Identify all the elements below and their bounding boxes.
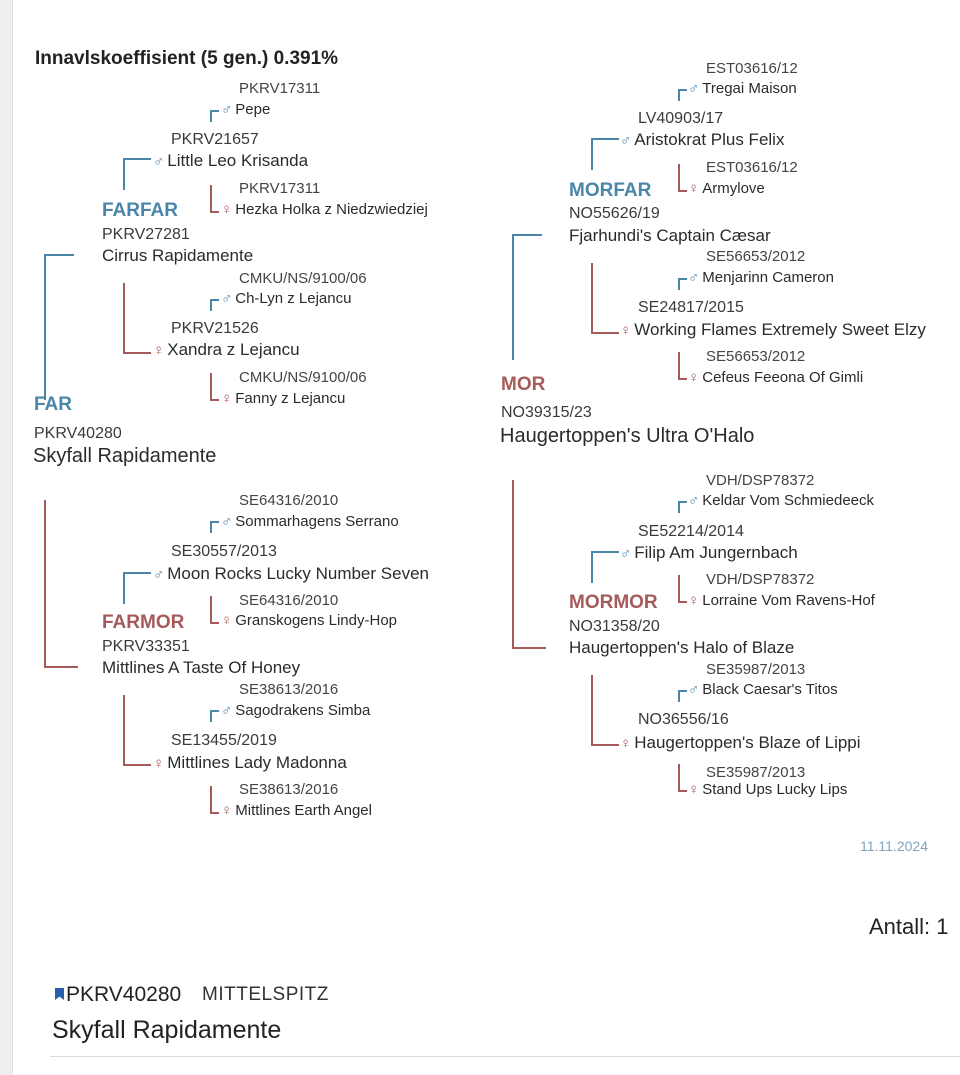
- g4-line: [678, 352, 680, 379]
- farfar-sire-sire-name: Pepe: [235, 101, 271, 118]
- farmor-dam-sire-name: Sagodrakens Simba: [235, 702, 371, 719]
- morfar-dam-name: Working Flames Extremely Sweet Elzy: [634, 320, 926, 339]
- morfar-dam-sire[interactable]: [688, 269, 834, 286]
- female-icon: ♀: [688, 592, 700, 609]
- female-icon: ♀: [221, 802, 233, 819]
- mormor-name[interactable]: Haugertoppen's Halo of Blaze: [569, 638, 795, 657]
- g4-line-h: [678, 89, 687, 91]
- female-icon: ♀: [620, 735, 632, 752]
- farfar-sire-dam-name: Hezka Holka z Niedzwiedziej: [235, 201, 428, 218]
- mormor-sire-reg[interactable]: SE52214/2014: [638, 523, 744, 540]
- g4-line-h: [210, 622, 219, 624]
- mormor-sire-name: Filip Am Jungernbach: [634, 543, 798, 562]
- male-icon: ♂: [688, 681, 700, 698]
- farfar-dam-dam[interactable]: [221, 390, 345, 407]
- far-sire-line-h: [44, 254, 74, 256]
- g4-line: [678, 164, 680, 191]
- g4-line: [210, 373, 212, 400]
- g4-line: [210, 596, 212, 623]
- mor-sire-line-h: [512, 234, 542, 236]
- mor-sire-line: [512, 234, 514, 360]
- mormor-role: MORMOR: [569, 592, 658, 613]
- farfar-sire-name: Little Leo Krisanda: [167, 151, 309, 170]
- mormor-dam[interactable]: [620, 733, 861, 753]
- g4-line-h: [210, 812, 219, 814]
- morfar-sire-reg[interactable]: LV40903/17: [638, 110, 724, 127]
- footer-divider: [50, 1056, 960, 1057]
- morfar-sire-name: Aristokrat Plus Felix: [634, 130, 785, 149]
- female-icon: ♀: [221, 612, 233, 629]
- farmor-sire-sire-name: Sommarhagens Serrano: [235, 513, 399, 530]
- morfar-sire-dam-reg[interactable]: EST03616/12: [706, 159, 798, 176]
- farmor-dam-dam-name: Mittlines Earth Angel: [235, 802, 372, 819]
- g4-line-h: [678, 278, 687, 280]
- farmor-name[interactable]: Mittlines A Taste Of Honey: [102, 658, 301, 677]
- farfar-sire-dam-reg[interactable]: PKRV17311: [239, 180, 321, 197]
- mormor-dam-name: Haugertoppen's Blaze of Lippi: [634, 733, 861, 752]
- morfar-sire-sire-reg[interactable]: EST03616/12: [706, 60, 798, 77]
- mor-dam-line-h: [512, 647, 546, 649]
- farfar-sire-line-h: [123, 158, 151, 160]
- farfar-dam-dam-name: Fanny z Lejancu: [235, 390, 346, 407]
- morfar-sire[interactable]: [620, 130, 784, 150]
- male-icon: ♂: [221, 702, 233, 719]
- farmor-sire-sire-reg[interactable]: SE64316/2010: [239, 492, 339, 509]
- farfar-sire[interactable]: [153, 151, 308, 171]
- far-dam-line: [44, 500, 46, 667]
- farmor-dam-sire-reg[interactable]: SE38613/2016: [239, 681, 339, 698]
- farmor-dam-dam[interactable]: [221, 802, 372, 819]
- female-icon: ♀: [153, 342, 165, 359]
- far-reg[interactable]: PKRV40280: [34, 425, 122, 442]
- morfar-sire-dam-name: Armylove: [702, 180, 765, 197]
- male-icon: ♂: [620, 132, 632, 149]
- morfar-dam[interactable]: [620, 320, 926, 340]
- farfar-dam-dam-reg[interactable]: CMKU/NS/9100/06: [239, 369, 367, 386]
- farfar-sire-line: [123, 158, 125, 190]
- farmor-dam-name: Mittlines Lady Madonna: [167, 753, 347, 772]
- mormor-dam-sire[interactable]: [688, 681, 838, 698]
- morfar-dam-sire-name: Menjarinn Cameron: [702, 269, 834, 286]
- mormor-dam-dam-reg[interactable]: SE35987/2013: [706, 764, 806, 781]
- farfar-dam-name: Xandra z Lejancu: [167, 340, 300, 359]
- morfar-dam-line: [591, 263, 593, 333]
- female-icon: ♀: [620, 322, 632, 339]
- mor-dam-line: [512, 480, 514, 648]
- farfar-dam-reg[interactable]: PKRV21526: [171, 320, 259, 337]
- farfar-dam-sire-reg[interactable]: CMKU/NS/9100/06: [239, 270, 367, 287]
- mormor-dam-sire-reg[interactable]: SE35987/2013: [706, 661, 806, 678]
- inbreeding-coefficient: Innavlskoeffisient (5 gen.) 0.391%: [35, 48, 339, 69]
- morfar-sire-dam[interactable]: [688, 180, 765, 197]
- male-icon: ♂: [688, 269, 700, 286]
- farfar-dam-line-h: [123, 352, 151, 354]
- g4-line-h: [678, 790, 687, 792]
- male-icon: ♂: [688, 80, 700, 97]
- female-icon: ♀: [153, 755, 165, 772]
- g4-line-h: [210, 211, 219, 213]
- mormor-sire-line: [591, 551, 593, 583]
- mormor-sire-dam[interactable]: [688, 592, 875, 609]
- farfar-dam-sire[interactable]: [221, 290, 351, 307]
- far-role: FAR: [34, 394, 72, 415]
- farmor-sire-dam-reg[interactable]: SE64316/2010: [239, 592, 339, 609]
- g4-line-h: [210, 710, 219, 712]
- g4-line: [210, 786, 212, 813]
- morfar-sire-line-h: [591, 138, 619, 140]
- male-icon: ♂: [221, 513, 233, 530]
- g4-line-h: [678, 690, 687, 692]
- farmor-dam-line-h: [123, 764, 151, 766]
- morfar-role: MORFAR: [569, 180, 652, 201]
- farmor-sire[interactable]: [153, 564, 429, 584]
- farmor-sire-name: Moon Rocks Lucky Number Seven: [167, 564, 429, 583]
- mormor-sire-sire-name: Keldar Vom Schmiedeeck: [702, 492, 875, 509]
- farmor-reg[interactable]: PKRV33351: [102, 638, 190, 655]
- farmor-sire-dam-name: Granskogens Lindy-Hop: [235, 612, 398, 629]
- mormor-sire-dam-name: Lorraine Vom Ravens-Hof: [702, 592, 875, 609]
- g4-line: [678, 764, 680, 791]
- mor-role: MOR: [501, 374, 546, 395]
- mormor-sire-dam-reg[interactable]: VDH/DSP78372: [706, 571, 815, 588]
- mormor-dam-sire-name: Black Caesar's Titos: [702, 681, 838, 698]
- g4-line-h: [678, 190, 687, 192]
- morfar-dam-dam[interactable]: [688, 369, 863, 386]
- farfar-sire-sire[interactable]: [221, 101, 270, 118]
- footer-breed: MITTELSPITZ: [202, 984, 329, 1005]
- far-name[interactable]: Skyfall Rapidamente: [33, 445, 217, 467]
- mor-reg[interactable]: NO39315/23: [501, 404, 592, 421]
- mormor-dam-reg[interactable]: NO36556/16: [638, 711, 729, 728]
- morfar-dam-reg[interactable]: SE24817/2015: [638, 299, 744, 316]
- mormor-dam-dam[interactable]: [688, 781, 847, 798]
- far-dam-line-h: [44, 666, 78, 668]
- g4-line-h: [678, 601, 687, 603]
- female-icon: ♀: [688, 781, 700, 798]
- morfar-reg[interactable]: NO55626/19: [569, 205, 660, 222]
- mormor-dam-line: [591, 675, 593, 745]
- g4-line-h: [210, 521, 219, 523]
- male-icon: ♂: [153, 153, 165, 170]
- female-icon: ♀: [221, 201, 233, 218]
- farmor-dam-reg[interactable]: SE13455/2019: [171, 732, 277, 749]
- mormor-dam-line-h: [591, 744, 619, 746]
- pedigree-date: 11.11.2024: [860, 838, 928, 854]
- morfar-dam-sire-reg[interactable]: SE56653/2012: [706, 248, 806, 265]
- far-sire-line: [44, 254, 46, 400]
- farmor-sire-sire[interactable]: [221, 513, 399, 530]
- male-icon: ♂: [221, 290, 233, 307]
- left-scroll-edge: [0, 0, 13, 1075]
- g4-line-h: [678, 501, 687, 503]
- female-icon: ♀: [221, 390, 233, 407]
- result-count: Antall: 1: [869, 914, 949, 939]
- farmor-dam-line: [123, 695, 125, 765]
- farmor-dam[interactable]: [153, 753, 347, 773]
- farmor-sire-line: [123, 572, 125, 604]
- male-icon: ♂: [620, 545, 632, 562]
- g4-line-h: [210, 299, 219, 301]
- morfar-sire-line: [591, 138, 593, 170]
- farfar-role: FARFAR: [102, 200, 178, 221]
- farfar-name[interactable]: Cirrus Rapidamente: [102, 246, 254, 265]
- mormor-dam-dam-name: Stand Ups Lucky Lips: [702, 781, 848, 798]
- g4-line: [210, 185, 212, 212]
- female-icon: ♀: [688, 180, 700, 197]
- farfar-reg[interactable]: PKRV27281: [102, 226, 190, 243]
- mormor-sire-sire[interactable]: [688, 492, 874, 509]
- morfar-dam-dam-reg[interactable]: SE56653/2012: [706, 348, 806, 365]
- g4-line-h: [210, 110, 219, 112]
- mormor-sire[interactable]: [620, 543, 798, 563]
- farfar-sire-dam[interactable]: [221, 201, 428, 218]
- farfar-dam[interactable]: [153, 340, 300, 360]
- mor-name[interactable]: Haugertoppen's Ultra O'Halo: [500, 425, 755, 447]
- farmor-sire-dam[interactable]: [221, 612, 397, 629]
- g4-line-h: [678, 378, 687, 380]
- farmor-dam-dam-reg[interactable]: SE38613/2016: [239, 781, 339, 798]
- farfar-dam-line: [123, 283, 125, 353]
- farfar-sire-reg[interactable]: PKRV21657: [171, 131, 259, 148]
- farmor-sire-line-h: [123, 572, 151, 574]
- farmor-role: FARMOR: [102, 612, 185, 633]
- farmor-sire-reg[interactable]: SE30557/2013: [171, 543, 277, 560]
- farmor-dam-sire[interactable]: [221, 702, 370, 719]
- male-icon: ♂: [688, 492, 700, 509]
- footer-dog-name[interactable]: Skyfall Rapidamente: [52, 1016, 282, 1044]
- male-icon: ♂: [221, 101, 233, 118]
- footer-reg[interactable]: PKRV40280: [66, 983, 182, 1006]
- g4-line-h: [210, 399, 219, 401]
- mormor-sire-sire-reg[interactable]: VDH/DSP78372: [706, 472, 815, 489]
- morfar-sire-sire[interactable]: [688, 80, 797, 97]
- morfar-dam-dam-name: Cefeus Feeona Of Gimli: [702, 369, 864, 386]
- mormor-sire-line-h: [591, 551, 619, 553]
- farfar-sire-sire-reg[interactable]: PKRV17311: [239, 80, 321, 97]
- female-icon: ♀: [688, 369, 700, 386]
- bookmark-icon[interactable]: [55, 988, 64, 1000]
- morfar-sire-sire-name: Tregai Maison: [702, 80, 797, 97]
- g4-line: [678, 575, 680, 602]
- morfar-dam-line-h: [591, 332, 619, 334]
- male-icon: ♂: [153, 566, 165, 583]
- morfar-name[interactable]: Fjarhundi's Captain Cæsar: [569, 226, 771, 245]
- mormor-reg[interactable]: NO31358/20: [569, 618, 660, 635]
- farfar-dam-sire-name: Ch-Lyn z Lejancu: [235, 290, 352, 307]
